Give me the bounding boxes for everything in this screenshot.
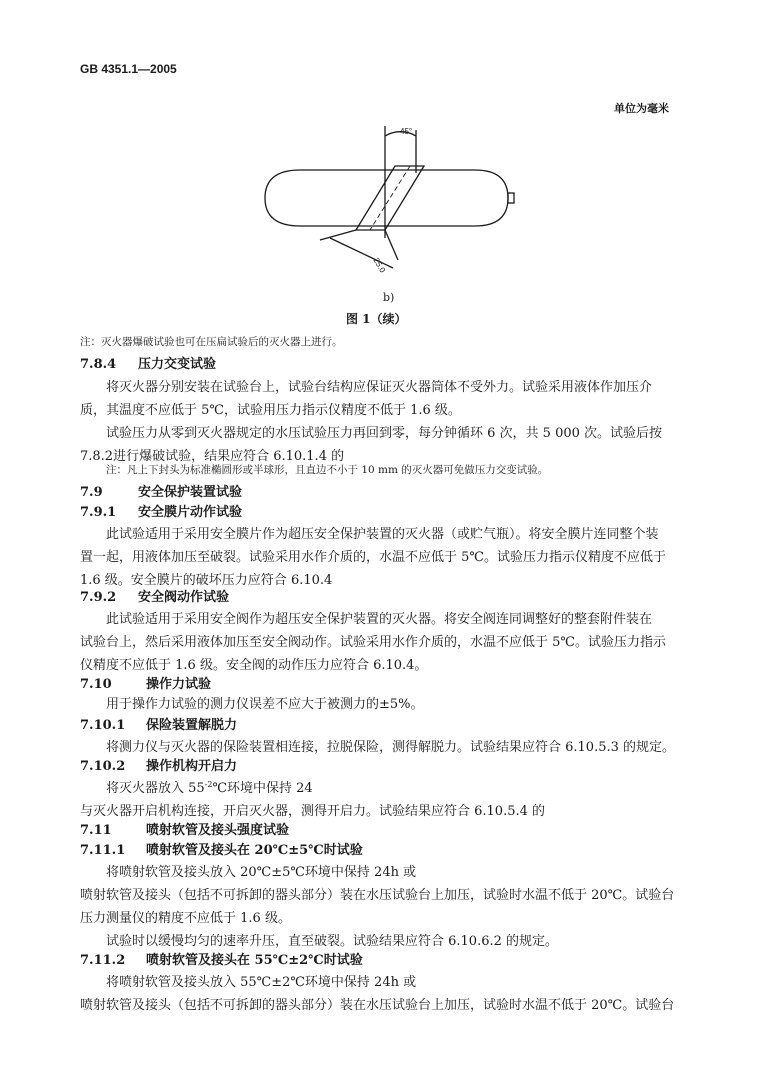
paragraph-line: 此试验适用于采用安全阀作为超压安全保护装置的灭火器。将安全阀连同调整好的整套附件装在 <box>106 612 653 627</box>
section-number: 7.9.1 <box>80 505 117 520</box>
figure-note: 注：灭火器爆破试验也可在压扁试验后的灭火器上进行。 <box>80 336 343 348</box>
paragraph-line: 7.8.2进行爆破试验，结果应符合 6.10.1.4 的 <box>80 449 345 464</box>
section-note: 注：凡上下封头为标准椭圆形或半球形，且直边不小于 10 mm 的灭火器可免做压力交变试验。 <box>106 464 549 476</box>
dimension-label: 25.0 <box>371 256 388 275</box>
section-title: 喷射软管及接头在 20℃±5℃时试验 <box>146 843 363 858</box>
section-number: 7.11 <box>80 823 112 838</box>
section-number: 7.10 <box>80 677 112 692</box>
paragraph-line: 试验台上，然后采用液体加压至安全阀动作。试验采用水作介质的，水温不应低于 5℃。试验压力指示 <box>80 635 666 650</box>
extension-line-2 <box>385 230 398 260</box>
section-title: 压力交变试验 <box>138 357 217 372</box>
paragraph-line: 用于操作力试验的测力仪误差不应大于被测力的±5%。 <box>106 697 424 712</box>
paragraph-line: 试验时以缓慢均匀的速率升压，直至破裂。试验结果应符合 6.10.6.2 的规定。 <box>106 934 559 949</box>
valve-nub <box>508 193 514 203</box>
paragraph-line: 质，其温度不应低于 5℃，试验用压力指示仪精度不低于 1.6 级。 <box>80 403 461 418</box>
section-title: 安全膜片动作试验 <box>138 505 243 520</box>
paragraph-line: 将测力仪与灭火器的保险装置相连接，拉脱保险，测得解脱力。试验结果应符合 6.10.5.3 的规定。 <box>106 740 676 755</box>
heading-7-11-2 <box>80 949 363 968</box>
tolerance-superscript: -2 <box>204 780 213 789</box>
paragraph-line: 与灭火器开启机构连接，开启灭火器，测得开启力。试验结果应符合 6.10.5.4 的 <box>80 804 546 819</box>
section-title: 喷射软管及接头强度试验 <box>146 823 290 838</box>
section-number: 7.8.4 <box>80 357 117 372</box>
heading-7-10-2 <box>80 755 237 774</box>
section-number: 7.10.2 <box>80 759 126 774</box>
extinguisher-figure <box>250 118 530 308</box>
paragraph-line: 仪精度不应低于 1.6 级。安全阀的动作压力应符合 6.10.4。 <box>80 658 428 673</box>
paragraph-line <box>106 777 313 796</box>
extension-line-1 <box>320 230 356 240</box>
heading-7-10 <box>80 673 211 692</box>
paragraph-line: 喷射软管及接头（包括不可拆卸的器头部分）装在水压试验台上加压，试验时水温不低于 20℃。试验台 <box>80 888 675 903</box>
section-number: 7.11.2 <box>80 953 126 968</box>
section-title: 操作力试验 <box>146 677 212 692</box>
paragraph-line: 将灭火器分别安装在试验台上，试验台结构应保证灭火器筒体不受外力。试验采用液体作加压介 <box>106 380 653 395</box>
section-number: 7.11.1 <box>80 843 126 858</box>
angle-label: 45° <box>400 127 413 136</box>
paragraph-line: 试验压力从零到灭火器规定的水压试验压力再回到零，每分钟循环 6 次，共 5 000 次。试验后按 <box>106 426 663 441</box>
paragraph-line: 喷射软管及接头（包括不可拆卸的器头部分）装在水压试验台上加压，试验时水温不低于 20℃。试验台 <box>80 998 675 1013</box>
heading-7-10-1 <box>80 714 237 733</box>
paragraph-line: 此试验适用于采用安全膜片作为超压安全保护装置的灭火器（或贮气瓶）。将安全膜片连同整个装 <box>106 527 659 542</box>
paragraph-line: 将喷射软管及接头放入 55℃±2℃环境中保持 24h 或 <box>106 975 417 990</box>
heading-7-9 <box>80 481 242 500</box>
section-title: 喷射软管及接头在 55℃±2℃时试验 <box>146 953 363 968</box>
figure-caption: 图 1（续） <box>346 312 407 326</box>
heading-7-9-1 <box>80 501 242 520</box>
section-title: 操作机构开启力 <box>146 759 238 774</box>
section-number: 7.9.2 <box>80 590 117 605</box>
cylinder-body <box>265 170 508 226</box>
section-number: 7.9 <box>80 485 103 500</box>
section-title: 安全保护装置试验 <box>138 485 243 500</box>
section-title: 保险装置解脱力 <box>146 718 238 733</box>
standard-number: GB 4351.1—2005 <box>80 62 177 76</box>
unit-note: 单位为毫米 <box>614 102 669 115</box>
paragraph-line: 1.6 级。安全膜片的破坏压力应符合 6.10.4 <box>80 573 333 588</box>
paragraph-line: 置一起，用液体加压至破裂。试验采用水作介质的，水温不应低于 5℃。试验压力指示仪精度不应低于 <box>80 550 666 565</box>
heading-7-11 <box>80 819 289 838</box>
section-number: 7.10.1 <box>80 718 126 733</box>
cut-band <box>356 166 424 230</box>
heading-7-11-1 <box>80 839 363 858</box>
heading-7-9-2 <box>80 586 229 605</box>
text-run: 将灭火器放入 55 <box>106 781 205 796</box>
heading-7-8-4 <box>80 353 216 372</box>
section-title: 安全阀动作试验 <box>138 590 230 605</box>
paragraph-line: 压力测量仪的精度不应低于 1.6 级。 <box>80 911 291 926</box>
paragraph-line: 将喷射软管及接头放入 20℃±5℃环境中保持 24h 或 <box>106 865 417 880</box>
text-run: ℃环境中保持 24 <box>212 781 313 796</box>
figure-sub-label: b) <box>383 291 395 304</box>
